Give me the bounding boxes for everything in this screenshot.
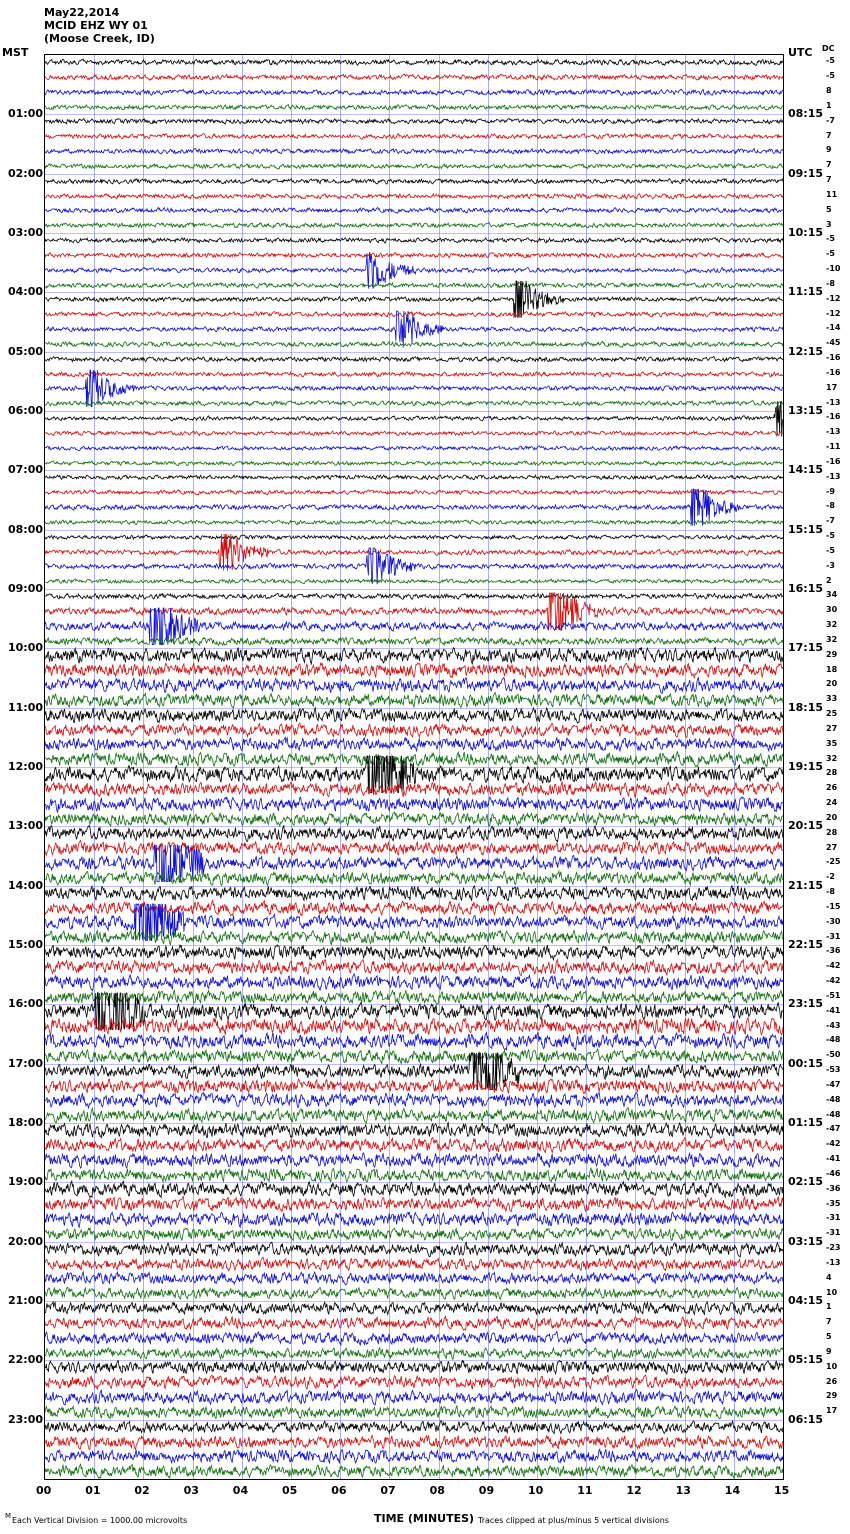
dc-value-label: 10 xyxy=(826,1287,838,1297)
dc-value-label: 5 xyxy=(826,204,832,214)
dc-value-label: -9 xyxy=(826,486,835,496)
hour-label-mst: 08:00 xyxy=(8,522,44,536)
header-block xyxy=(44,6,155,45)
dc-value-label: 5 xyxy=(826,1332,832,1342)
dc-value-label: -14 xyxy=(826,323,841,333)
dc-value-label: -8 xyxy=(826,501,835,511)
dc-value-label: 30 xyxy=(826,605,838,615)
dc-value-label: -13 xyxy=(826,397,841,407)
hour-label-mst: 07:00 xyxy=(8,463,44,477)
dc-value-label: -11 xyxy=(826,442,841,452)
axis-label-dc: DC xyxy=(822,44,835,53)
dc-value-label: 28 xyxy=(826,827,838,837)
header-date: May22,2014 xyxy=(44,6,120,19)
dc-value-label: 8 xyxy=(826,86,832,96)
dc-value-label: -47 xyxy=(826,1079,841,1089)
dc-value-label: -13 xyxy=(826,427,841,437)
axis-label-mst: MST xyxy=(2,46,29,59)
dc-value-label: -25 xyxy=(826,857,841,867)
dc-value-label: 7 xyxy=(826,1317,832,1327)
dc-value-label: -31 xyxy=(826,1228,841,1238)
dc-value-label: -53 xyxy=(826,1065,841,1075)
trace-line xyxy=(45,1452,784,1480)
dc-value-label: 35 xyxy=(826,738,838,748)
dc-value-label: 33 xyxy=(826,694,838,704)
dc-value-label: 1 xyxy=(826,100,832,110)
dc-value-label: 3 xyxy=(826,219,832,229)
hour-label-mst: 02:00 xyxy=(8,166,44,180)
dc-value-label: -7 xyxy=(826,115,835,125)
hour-label-utc: 10:15 xyxy=(788,226,824,239)
dc-value-label: -5 xyxy=(826,531,835,541)
dc-value-label: -35 xyxy=(826,1198,841,1208)
dc-value-label: -16 xyxy=(826,412,841,422)
hour-label-utc: 14:15 xyxy=(788,463,824,477)
dc-value-label: 25 xyxy=(826,709,838,719)
dc-value-label: -5 xyxy=(826,234,835,244)
dc-value-label: 11 xyxy=(826,189,838,199)
dc-value-label: -13 xyxy=(826,1257,841,1267)
dc-value-label: 7 xyxy=(826,130,832,140)
dc-value-label: -48 xyxy=(826,1109,841,1119)
seismogram-plot xyxy=(44,54,784,1480)
hour-label-mst: 12:00 xyxy=(8,760,44,773)
dc-value-label: 2 xyxy=(826,575,832,585)
dc-value-label: 4 xyxy=(826,1272,832,1282)
x-tick-label: 00 xyxy=(36,1484,52,1497)
x-tick-label: 10 xyxy=(528,1484,544,1497)
dc-value-label: 17 xyxy=(826,1406,838,1416)
x-tick-label: 01 xyxy=(85,1484,101,1497)
dc-value-label: 32 xyxy=(826,753,838,763)
dc-value-label: 26 xyxy=(826,783,838,793)
hour-label-mst: 21:00 xyxy=(8,1294,44,1307)
dc-value-label: 32 xyxy=(826,634,838,644)
dc-value-label: 27 xyxy=(826,842,838,852)
dc-value-label: -41 xyxy=(826,1154,841,1164)
x-tick-label: 03 xyxy=(183,1484,199,1497)
dc-value-label: 32 xyxy=(826,620,838,630)
hour-label-utc: 15:15 xyxy=(788,522,824,536)
header-location: (Moose Creek, ID) xyxy=(44,32,155,45)
dc-value-label: 28 xyxy=(826,768,838,778)
hour-label-utc: 17:15 xyxy=(788,641,824,655)
dc-value-label: 20 xyxy=(826,679,838,689)
x-tick-label: 09 xyxy=(478,1484,495,1497)
hour-label-mst: 01:00 xyxy=(8,107,44,121)
hour-label-mst: 23:00 xyxy=(8,1412,44,1426)
x-tick-label: 06 xyxy=(331,1484,347,1497)
x-tick-label: 04 xyxy=(232,1484,249,1497)
axis-label-utc: UTC xyxy=(788,46,813,59)
dc-value-label: 7 xyxy=(826,160,832,170)
dc-value-label: -5 xyxy=(826,545,835,555)
dc-value-label: -8 xyxy=(826,278,835,288)
dc-value-label: -16 xyxy=(826,456,841,466)
dc-value-label: -48 xyxy=(826,1035,841,1045)
hour-label-mst: 05:00 xyxy=(8,344,44,358)
hour-label-mst: 20:00 xyxy=(8,1234,44,1248)
hour-label-mst: 11:00 xyxy=(8,700,44,714)
dc-value-label: -12 xyxy=(826,293,841,303)
dc-value-label: -43 xyxy=(826,1020,841,1030)
dc-value-label: -36 xyxy=(826,1183,841,1193)
dc-value-label: 24 xyxy=(826,798,838,808)
hour-label-utc: 08:15 xyxy=(788,107,824,121)
dc-value-label: 9 xyxy=(826,1346,832,1356)
hour-label-mst: 17:00 xyxy=(8,1056,44,1070)
dc-value-label: -42 xyxy=(826,1139,841,1149)
header-station: MCID EHZ WY 01 xyxy=(44,19,148,32)
hour-label-utc: 22:15 xyxy=(788,938,824,951)
hour-label-mst: 18:00 xyxy=(8,1116,44,1129)
dc-value-label: -16 xyxy=(826,353,841,363)
x-tick-label: 12 xyxy=(626,1484,642,1497)
hour-label-utc: 13:15 xyxy=(788,404,824,417)
hour-label-mst: 15:00 xyxy=(8,938,44,951)
hour-label-utc: 04:15 xyxy=(788,1294,824,1307)
x-tick-label: 15 xyxy=(774,1484,790,1497)
dc-value-label: -42 xyxy=(826,961,841,971)
hour-label-utc: 19:15 xyxy=(788,760,824,773)
x-tick-label: 05 xyxy=(282,1484,298,1497)
hour-label-mst: 16:00 xyxy=(8,997,44,1011)
dc-value-label: 9 xyxy=(826,145,832,155)
hour-label-mst: 19:00 xyxy=(8,1175,44,1189)
dc-value-label: -48 xyxy=(826,1094,841,1104)
hour-label-utc: 03:15 xyxy=(788,1234,824,1248)
dc-value-label: -51 xyxy=(826,990,841,1000)
dc-value-label: 29 xyxy=(826,649,838,659)
dc-value-label: -36 xyxy=(826,946,841,956)
hour-label-mst: 04:00 xyxy=(8,285,44,299)
hour-label-mst: 03:00 xyxy=(8,226,44,239)
dc-value-label: 26 xyxy=(826,1376,838,1386)
dc-value-label: -45 xyxy=(826,338,841,348)
footer-mark: M xyxy=(5,1512,12,1520)
hour-label-mst: 22:00 xyxy=(8,1353,44,1367)
dc-value-label: 34 xyxy=(826,590,838,600)
dc-value-label: 1 xyxy=(826,1302,832,1312)
x-axis-title: TIME (MINUTES) xyxy=(374,1512,475,1525)
dc-value-label: 17 xyxy=(826,382,838,392)
dc-value-label: -5 xyxy=(826,249,835,259)
x-tick-label: 07 xyxy=(380,1484,396,1497)
hour-label-utc: 09:15 xyxy=(788,166,824,180)
dc-value-label: -42 xyxy=(826,976,841,986)
x-tick-label: 02 xyxy=(134,1484,150,1497)
dc-value-label: 29 xyxy=(826,1391,838,1401)
x-tick-label: 13 xyxy=(675,1484,691,1497)
x-tick-label: 14 xyxy=(724,1484,741,1497)
dc-value-label: 27 xyxy=(826,723,838,733)
dc-value-label: -3 xyxy=(826,560,835,570)
dc-value-label: -13 xyxy=(826,471,841,481)
dc-value-label: -50 xyxy=(826,1050,841,1060)
hour-label-utc: 06:15 xyxy=(788,1412,824,1426)
footer-scale-note: Each Vertical Division = 1000.00 microvolts xyxy=(12,1516,188,1525)
dc-value-label: -30 xyxy=(826,916,841,926)
dc-value-label: 18 xyxy=(826,664,838,674)
hour-label-utc: 01:15 xyxy=(788,1116,824,1129)
hour-label-mst: 10:00 xyxy=(8,641,44,655)
footer-clip-note: Traces clipped at plus/minus 5 vertical divisions xyxy=(478,1516,669,1525)
hour-label-utc: 20:15 xyxy=(788,819,824,833)
dc-value-label: -46 xyxy=(826,1168,841,1178)
hour-label-utc: 05:15 xyxy=(788,1353,824,1367)
dc-value-label: -8 xyxy=(826,887,835,897)
dc-value-label: -31 xyxy=(826,931,841,941)
dc-value-label: 7 xyxy=(826,175,832,185)
hour-label-utc: 23:15 xyxy=(788,997,824,1011)
dc-value-label: -2 xyxy=(826,872,835,882)
dc-value-label: 20 xyxy=(826,812,838,822)
hour-label-utc: 18:15 xyxy=(788,700,824,714)
hour-label-utc: 02:15 xyxy=(788,1175,824,1189)
hour-label-utc: 21:15 xyxy=(788,878,824,892)
dc-value-label: -41 xyxy=(826,1005,841,1015)
x-tick-label: 11 xyxy=(577,1484,593,1497)
hour-label-mst: 14:00 xyxy=(8,878,44,892)
dc-value-label: -23 xyxy=(826,1243,841,1253)
dc-value-label: -5 xyxy=(826,56,835,66)
dc-value-label: -10 xyxy=(826,264,841,274)
dc-value-label: -16 xyxy=(826,367,841,377)
dc-value-label: -31 xyxy=(826,1213,841,1223)
hour-label-utc: 00:15 xyxy=(788,1056,824,1070)
dc-value-label: 10 xyxy=(826,1361,838,1371)
hour-label-utc: 12:15 xyxy=(788,344,824,358)
hour-label-mst: 06:00 xyxy=(8,404,44,417)
hour-label-utc: 11:15 xyxy=(788,285,824,299)
dc-value-label: -12 xyxy=(826,308,841,318)
dc-value-label: -47 xyxy=(826,1124,841,1134)
hour-label-mst: 13:00 xyxy=(8,819,44,833)
hour-label-mst: 09:00 xyxy=(8,582,44,595)
dc-value-label: -5 xyxy=(826,71,835,81)
x-tick-label: 08 xyxy=(429,1484,445,1497)
hour-label-utc: 16:15 xyxy=(788,582,824,595)
dc-value-label: -7 xyxy=(826,516,835,526)
dc-value-label: -15 xyxy=(826,901,841,911)
